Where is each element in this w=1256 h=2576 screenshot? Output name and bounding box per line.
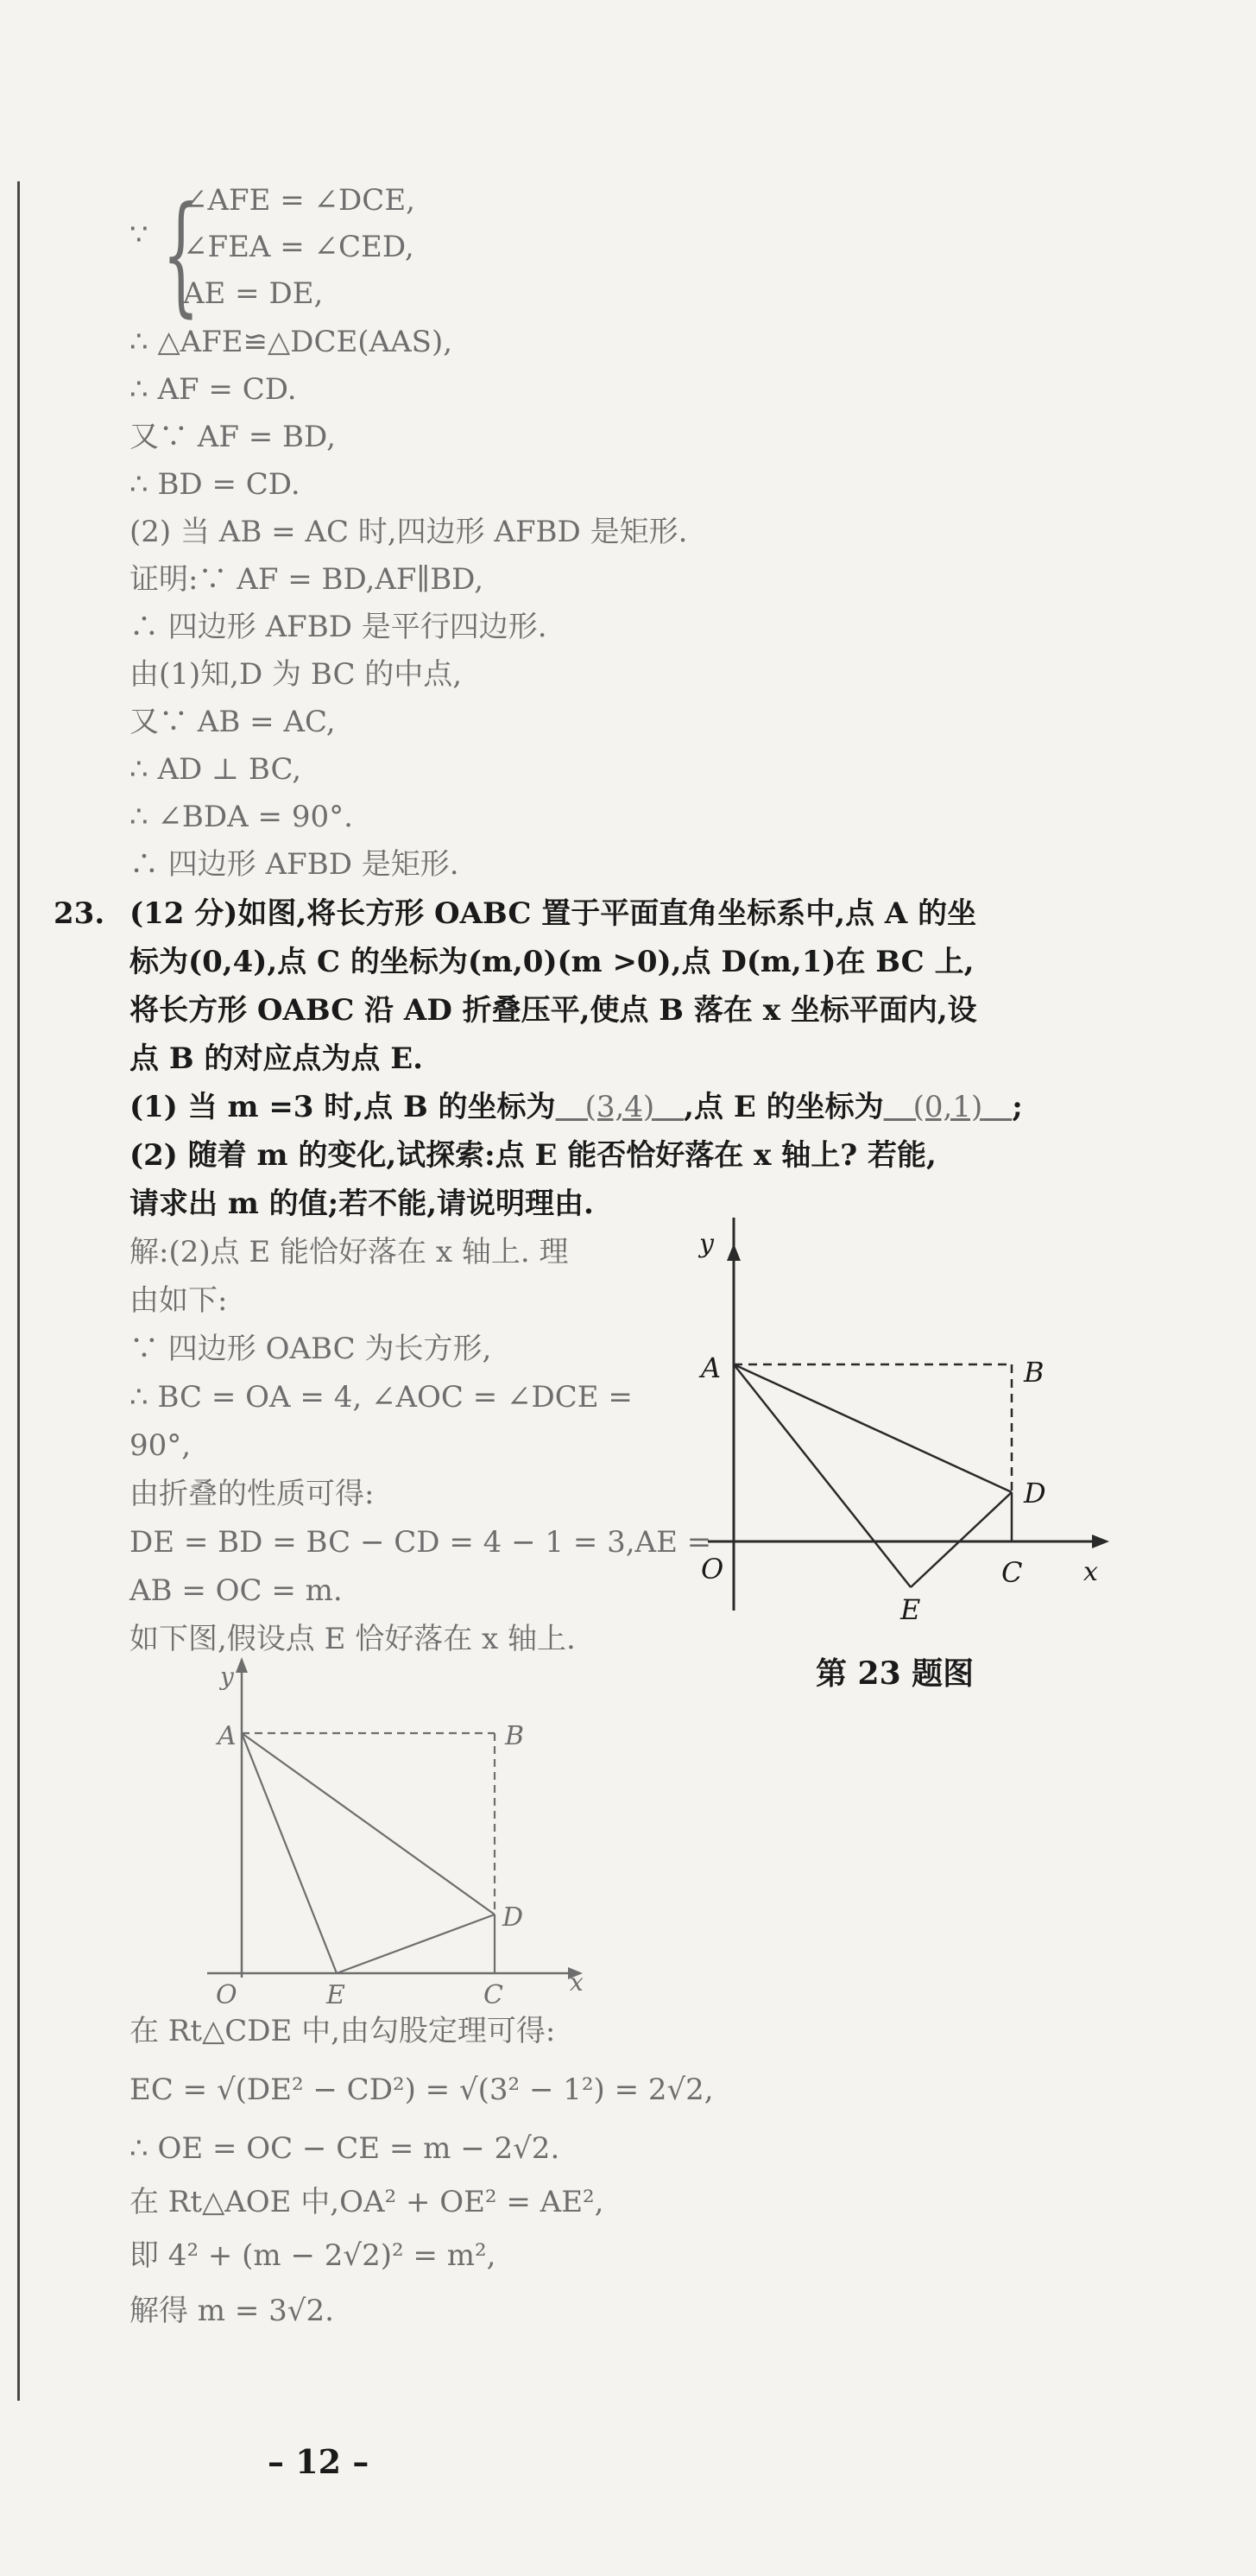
question-text: (12 分)如图,将长方形 OABC 置于平面直角坐标系中,点 A 的坐 (129, 896, 977, 931)
label-O: O (701, 1553, 724, 1585)
solution-line: 90°, (129, 1428, 192, 1463)
solution-line: ∴ BC = OA = 4, ∠AOC = ∠DCE = (129, 1380, 633, 1415)
segment-ED (911, 1492, 1012, 1587)
label-B: B (1024, 1356, 1045, 1389)
because-symbol: ∵ (129, 218, 148, 252)
y-arrow-icon (236, 1657, 248, 1673)
proof-line: (2) 当 AB = AC 时,四边形 AFBD 是矩形. (129, 515, 688, 549)
proof-line: 又∵ AB = AC, (129, 705, 336, 739)
condition-3: AE = DE, (183, 276, 324, 311)
question-text: 点 B 的对应点为点 E. (129, 1041, 423, 1076)
part1-prefix: (1) 当 m =3 时,点 B 的坐标为 (129, 1090, 556, 1124)
question-part-1 (129, 1090, 1023, 1124)
condition-2: ∠FEA = ∠CED, (183, 230, 414, 264)
proof-line: 又∵ AF = BD, (129, 420, 336, 454)
proof-line: 证明:∵ AF = BD,AF∥BD, (129, 562, 484, 597)
segment-AE (734, 1364, 911, 1587)
proof-line: ∴ AD ⊥ BC, (129, 752, 302, 787)
question-number: 23. (54, 896, 105, 931)
segment-AE (242, 1733, 337, 1973)
solution-line: DE = BD = BC − CD = 4 − 1 = 3,AE = (129, 1525, 712, 1560)
label-x: x (570, 1968, 584, 1997)
label-x: x (1083, 1557, 1098, 1587)
part1-suffix: ; (1012, 1090, 1023, 1124)
proof-line: ∴ BD = CD. (129, 467, 300, 502)
solution-line: 在 Rt△CDE 中,由勾股定理可得: (129, 2014, 556, 2048)
proof-line: 由(1)知,D 为 BC 的中点, (129, 657, 463, 692)
solution-line: AB = OC = m. (129, 1573, 343, 1608)
label-E: E (900, 1593, 921, 1626)
question-part-2: (2) 随着 m 的变化,试探索:点 E 能否恰好落在 x 轴上? 若能, (129, 1138, 937, 1173)
solution-line: 如下图,假设点 E 恰好落在 x 轴上. (129, 1622, 576, 1656)
condition-1: ∠AFE = ∠DCE, (183, 183, 415, 218)
page-number: – 12 – (268, 2442, 369, 2481)
label-E: E (326, 1980, 345, 2010)
label-O: O (216, 1980, 237, 2010)
figure-23 (682, 1218, 1131, 1632)
solution-line: 由折叠的性质可得: (129, 1477, 375, 1511)
question-text: 请求出 m 的值;若不能,请说明理由. (129, 1187, 594, 1221)
label-y: y (699, 1229, 714, 1259)
part1-middle: ,点 E 的坐标为 (684, 1090, 884, 1124)
proof-line: ∴ 四边形 AFBD 是平行四边形. (129, 610, 547, 644)
answer-b-coords: (3,4) (584, 1090, 655, 1124)
label-C: C (483, 1980, 503, 2010)
segment-AD (242, 1733, 495, 1915)
segment-ED (337, 1915, 495, 1973)
solution-line: 解:(2)点 E 能恰好落在 x 轴上. 理 (129, 1235, 569, 1269)
solution-line: ∵ 四边形 OABC 为长方形, (129, 1332, 492, 1366)
solution-line: ∴ OE = OC − CE = m − 2√2. (129, 2131, 560, 2166)
question-text: 将长方形 OABC 沿 AD 折叠压平,使点 B 落在 x 坐标平面内,设 (129, 993, 977, 1028)
figure-caption: 第 23 题图 (816, 1655, 975, 1692)
solution-line: 在 Rt△AOE 中,OA² + OE² = AE², (129, 2185, 604, 2219)
segment-AD (734, 1364, 1012, 1492)
answer-e-coords: (0,1) (912, 1090, 983, 1124)
x-arrow-icon (1092, 1535, 1109, 1548)
label-C: C (1001, 1556, 1023, 1589)
label-A: A (218, 1721, 237, 1751)
label-A: A (701, 1351, 722, 1384)
figure-solution (199, 1654, 604, 2025)
margin-rule (17, 181, 20, 2401)
label-y: y (220, 1662, 234, 1691)
solution-line: 解得 m = 3√2. (129, 2294, 334, 2328)
solution-line: 由如下: (129, 1283, 228, 1318)
question-text: 标为(0,4),点 C 的坐标为(m,0)(m >0),点 D(m,1)在 BC 上, (129, 945, 975, 979)
brace-icon: { (162, 180, 199, 330)
label-D: D (1024, 1477, 1046, 1510)
proof-line: ∴ 四边形 AFBD 是矩形. (129, 847, 459, 882)
proof-line: ∴ ∠BDA = 90°. (129, 800, 353, 834)
solution-line: 即 4² + (m − 2√2)² = m², (129, 2238, 496, 2273)
label-B: B (505, 1721, 525, 1751)
proof-line: ∴ △AFE≌△DCE(AAS), (129, 325, 453, 359)
proof-line: ∴ AF = CD. (129, 372, 297, 407)
solution-line: EC = √(DE² − CD²) = √(3² − 1²) = 2√2, (129, 2073, 714, 2107)
label-D: D (502, 1902, 524, 1933)
